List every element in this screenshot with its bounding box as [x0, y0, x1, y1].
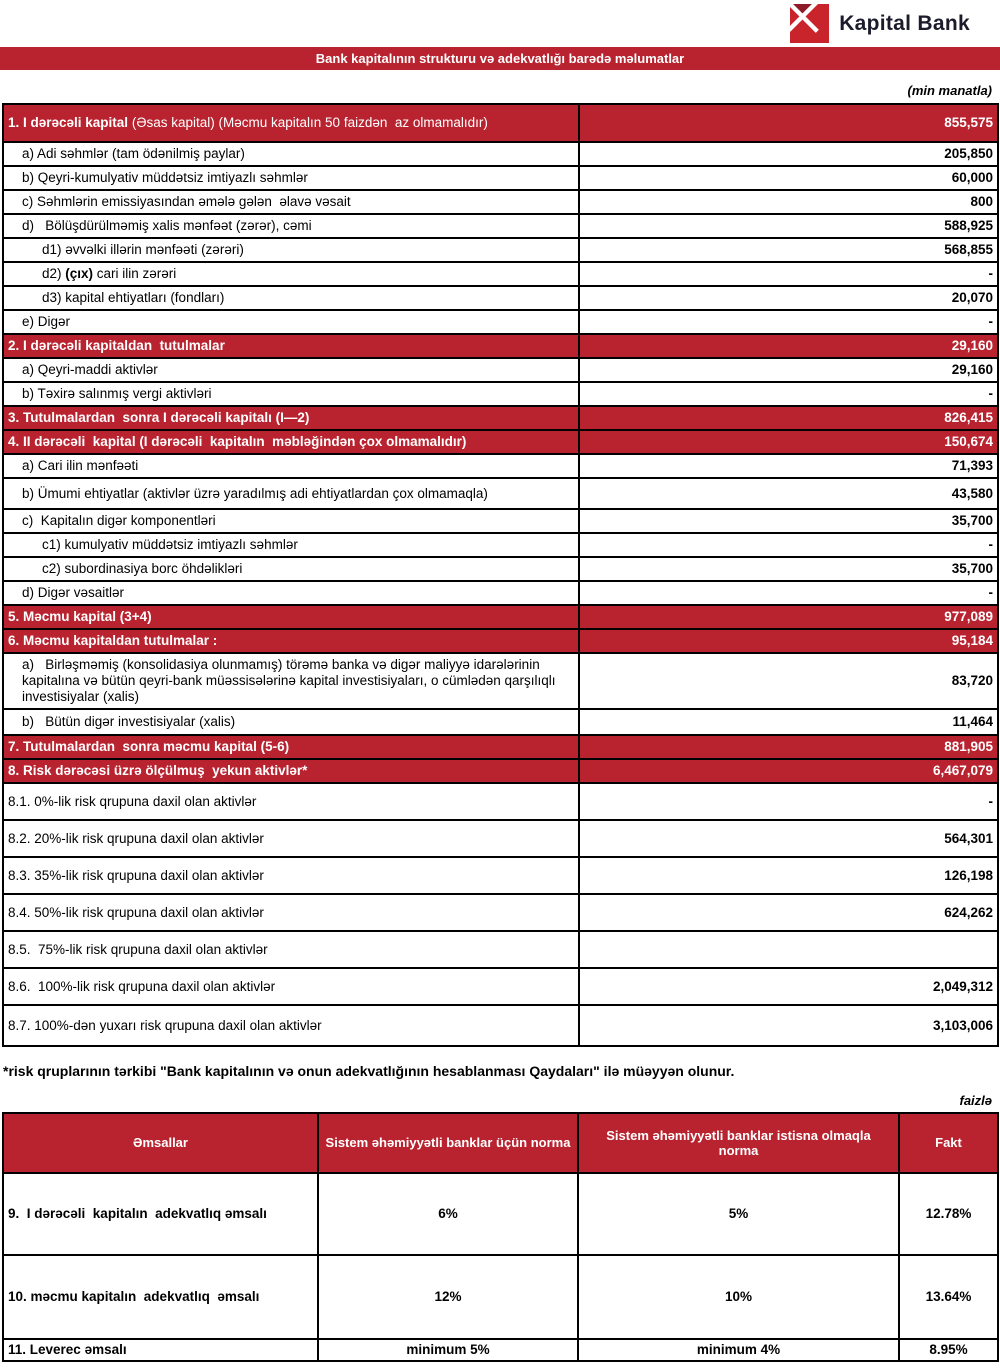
table-row [3, 820, 998, 857]
table-row [3, 857, 998, 894]
table-row [3, 783, 998, 820]
ratio-value: 12.78% [899, 1173, 998, 1255]
row-value: 826,415 [579, 406, 998, 430]
row-label: 3. Tutulmalardan sonra I dərəcəli kapitalı (I—2) [3, 406, 579, 430]
table-row [3, 190, 998, 214]
row-value: 35,700 [579, 557, 998, 581]
adequacy-ratios-table [2, 1112, 999, 1362]
row-value: - [579, 310, 998, 334]
report-title: Bank kapitalının strukturu və adekvatlığı barədə məlumatlar [315, 51, 685, 66]
section-row [3, 605, 998, 629]
table-row [3, 509, 998, 533]
row-label: b) Bütün digər investisiyalar (xalis) [3, 709, 579, 735]
row-label: c1) kumulyativ müddətsiz imtiyazlı səhmlər [3, 533, 579, 557]
section-row [3, 334, 998, 358]
row-label: 8.2. 20%-lik risk qrupuna daxil olan aktivlər [3, 820, 579, 857]
ratio-value: 12% [318, 1255, 578, 1339]
row-label: b) Təxirə salınmış vergi aktivləri [3, 382, 579, 406]
report-title-bar [0, 47, 1000, 70]
section-row [3, 629, 998, 653]
row-value: 35,700 [579, 509, 998, 533]
table-row [3, 709, 998, 735]
section-row [3, 406, 998, 430]
row-label: d3) kapital ehtiyatları (fondları) [3, 286, 579, 310]
ratio-value: 5% [578, 1173, 899, 1255]
row-label: 8.3. 35%-lik risk qrupuna daxil olan aktivlər [3, 857, 579, 894]
table-row [3, 382, 998, 406]
table-row [3, 286, 998, 310]
row-label: 8.1. 0%-lik risk qrupuna daxil olan aktivlər [3, 783, 579, 820]
row-value: 2,049,312 [579, 968, 998, 1005]
table-row [3, 968, 998, 1005]
ratio-value: 6% [318, 1173, 578, 1255]
section-row [3, 104, 998, 142]
row-value: - [579, 382, 998, 406]
section-row [3, 759, 998, 783]
kapital-bank-logo-icon [790, 4, 829, 43]
row-value: 95,184 [579, 629, 998, 653]
row-value: 71,393 [579, 454, 998, 478]
row-value: 126,198 [579, 857, 998, 894]
row-label: b) Qeyri-kumulyativ müddətsiz imtiyazlı səhmlər [3, 166, 579, 190]
row-label: d) Digər vəsaitlər [3, 581, 579, 605]
table-row [3, 478, 998, 509]
page-header [0, 0, 1000, 47]
row-label: 8.5. 75%-lik risk qrupuna daxil olan aktivlər [3, 931, 579, 968]
row-value: 6,467,079 [579, 759, 998, 783]
unit-note: (min manatla) [907, 83, 992, 98]
row-label: b) Ümumi ehtiyatlar (aktivlər üzrə yaradılmış adi ehtiyatlardan çox olmamaqla) [3, 478, 579, 509]
row-value: 43,580 [579, 478, 998, 509]
row-value: 624,262 [579, 894, 998, 931]
ratio-value: minimum 5% [318, 1339, 578, 1361]
row-label: a) Adi səhmlər (tam ödənilmiş paylar) [3, 142, 579, 166]
table-row [3, 894, 998, 931]
row-label: c2) subordinasiya borc öhdəlikləri [3, 557, 579, 581]
row-value: 977,089 [579, 605, 998, 629]
table-row [3, 931, 998, 968]
row-label: 7. Tutulmalardan sonra məcmu kapital (5-6) [3, 735, 579, 759]
row-value: 881,905 [579, 735, 998, 759]
row-label: 8.7. 100%-dən yuxarı risk qrupuna daxil olan aktivlər [3, 1005, 579, 1046]
ratio-row [3, 1255, 998, 1339]
row-value: - [579, 783, 998, 820]
row-value: 855,575 [579, 104, 998, 142]
row-label: 8.6. 100%-lik risk qrupuna daxil olan aktivlər [3, 968, 579, 1005]
table-row [3, 454, 998, 478]
row-label: 1. I dərəcəli kapital (Əsas kapital) (Məcmu kapitalın 50 faizdən az olmamalıdır) [3, 104, 579, 142]
table-row [3, 581, 998, 605]
row-label: e) Digər [3, 310, 579, 334]
row-label: a) Qeyri-maddi aktivlər [3, 358, 579, 382]
row-value: 11,464 [579, 709, 998, 735]
section-row [3, 430, 998, 454]
table-row [3, 214, 998, 238]
row-label: a) Birləşməmiş (konsolidasiya olunmamış) törəmə banka və digər maliyyə idarələrinin kapitalına və bütün qeyri-bank müəssisələrinə kapital investisiyaları, o cümlədən qarşılıqlı investisiyalar (xalis) [3, 653, 579, 709]
capital-table-body [3, 104, 998, 1046]
row-label: 8.4. 50%-lik risk qrupuna daxil olan aktivlər [3, 894, 579, 931]
ratio-column-header: Fakt [899, 1113, 998, 1173]
ratio-column-header: Əmsallar [3, 1113, 318, 1173]
row-value: 20,070 [579, 286, 998, 310]
ratio-label: 10. məcmu kapitalın adekvatlıq əmsalı [3, 1255, 318, 1339]
row-label: c) Kapitalın digər komponentləri [3, 509, 579, 533]
section-row [3, 735, 998, 759]
row-value: 29,160 [579, 334, 998, 358]
row-value [579, 931, 998, 968]
row-value: 150,674 [579, 430, 998, 454]
row-label: 8. Risk dərəcəsi üzrə ölçülmuş yekun aktivlər* [3, 759, 579, 783]
percent-note: faizlə [959, 1093, 992, 1108]
ratio-label: 11. Leverec əmsalı [3, 1339, 318, 1361]
ratio-value: minimum 4% [578, 1339, 899, 1361]
row-label: 6. Məcmu kapitaldan tutulmalar : [3, 629, 579, 653]
row-label: d2) (çıx) cari ilin zərəri [3, 262, 579, 286]
table-row [3, 142, 998, 166]
row-value: 29,160 [579, 358, 998, 382]
table-row [3, 262, 998, 286]
ratio-table-header-row [3, 1113, 998, 1173]
row-value: 205,850 [579, 142, 998, 166]
ratio-column-header: Sistem əhəmiyyətli banklar istisna olmaqla norma [578, 1113, 899, 1173]
ratio-value: 13.64% [899, 1255, 998, 1339]
table-row [3, 166, 998, 190]
row-value: 588,925 [579, 214, 998, 238]
table-row [3, 238, 998, 262]
ratio-table-body [3, 1173, 998, 1361]
row-value: 568,855 [579, 238, 998, 262]
table-row [3, 533, 998, 557]
table-row [3, 310, 998, 334]
row-value: 800 [579, 190, 998, 214]
brand-name: Kapital Bank [839, 11, 970, 35]
risk-groups-footnote: *risk qruplarının tərkibi "Bank kapitalının və onun adekvatlığının hesablanması Qaydaları" ilə müəyyən olunur. [3, 1063, 735, 1079]
row-label: a) Cari ilin mənfəəti [3, 454, 579, 478]
row-value: 60,000 [579, 166, 998, 190]
row-value: 3,103,006 [579, 1005, 998, 1046]
table-row [3, 557, 998, 581]
ratio-value: 8.95% [899, 1339, 998, 1361]
row-label: 4. II dərəcəli kapital (I dərəcəli kapitalın məbləğindən çox olmamalıdır) [3, 430, 579, 454]
row-label: d) Bölüşdürülməmiş xalis mənfəət (zərər), cəmi [3, 214, 579, 238]
table-row [3, 1005, 998, 1046]
row-value: 564,301 [579, 820, 998, 857]
ratio-column-header: Sistem əhəmiyyətli banklar üçün norma [318, 1113, 578, 1173]
ratio-label: 9. I dərəcəli kapitalın adekvatlıq əmsalı [3, 1173, 318, 1255]
ratio-value: 10% [578, 1255, 899, 1339]
capital-structure-table [2, 103, 999, 1047]
row-value: - [579, 581, 998, 605]
row-value: - [579, 533, 998, 557]
table-row [3, 358, 998, 382]
ratio-row [3, 1173, 998, 1255]
row-label: d1) əvvəlki illərin mənfəəti (zərəri) [3, 238, 579, 262]
row-value: - [579, 262, 998, 286]
row-value: 83,720 [579, 653, 998, 709]
table-row [3, 653, 998, 709]
row-label: 5. Məcmu kapital (3+4) [3, 605, 579, 629]
row-label: c) Səhmlərin emissiyasından əmələ gələn əlavə vəsait [3, 190, 579, 214]
ratio-row [3, 1339, 998, 1361]
row-label: 2. I dərəcəli kapitaldan tutulmalar [3, 334, 579, 358]
